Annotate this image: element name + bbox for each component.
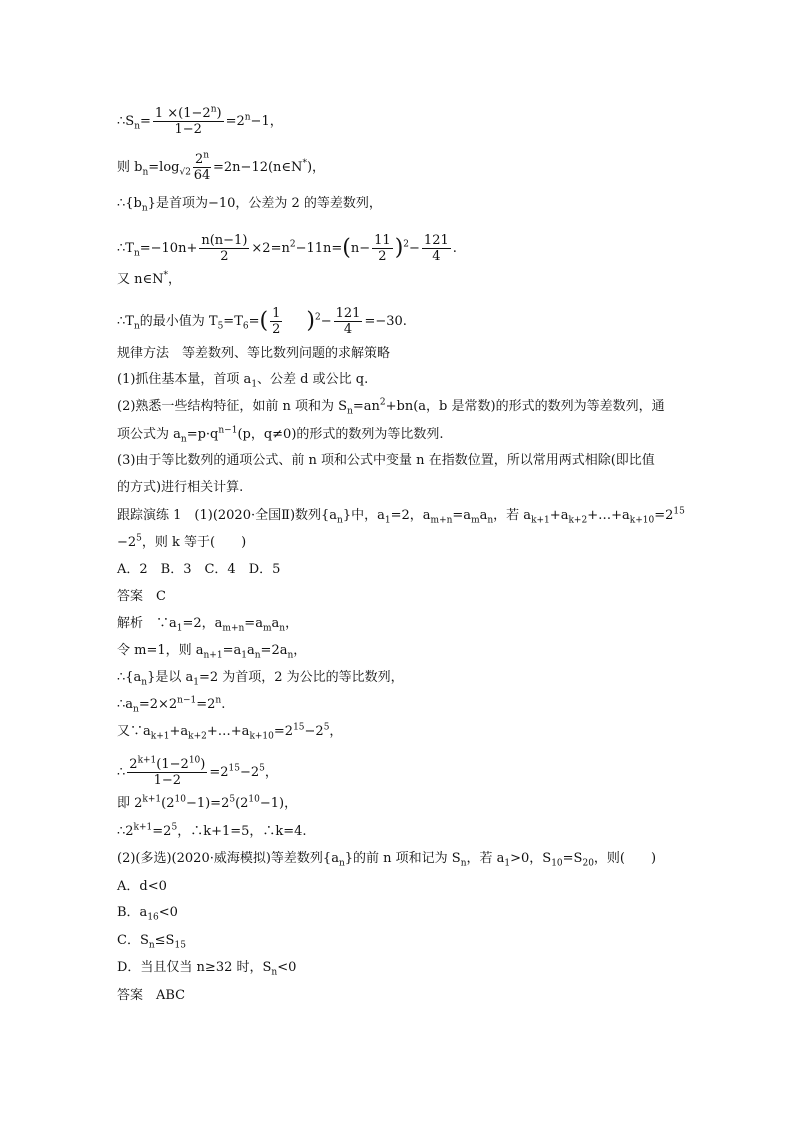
text-line: 即 $2^{k+1}(2^{10}-1)=2^5(2^{10}-1)$， xyxy=(117,794,298,811)
fraction: $\frac{1 \times(1-2^n)}{1-2}$ xyxy=(154,104,222,137)
answer: 答案 C xyxy=(117,589,166,604)
formula-tn-min: $\therefore T_n$的最小值为 $T_5=T_6=$( $\frac{1}{2}$ )$^2$− $\frac{121}{4}$ =−30. xyxy=(117,306,407,337)
text-line: 又 n∈N*， xyxy=(117,270,182,287)
text-line: (3)由于等比数列的通项公式、前 n 项和公式中变量 n 在指数位置，所以常用两式相除(即比值 xyxy=(117,453,655,468)
text-line: $\therefore 2^{k+1}=2^5$，∴k+1=5，∴k=4. xyxy=(117,822,307,839)
text-line: 的方式)进行相关计算. xyxy=(117,480,244,495)
text-line: $\therefore\{a_n\}$是以 $a_1=2$ 为首项，2 为公比的等比数列， xyxy=(117,670,404,688)
answer: 答案 ABC xyxy=(117,988,186,1003)
text-line: 令 m=1，则 $a_{n+1}=a_1a_n=2a_n$， xyxy=(117,643,307,661)
text-line: $\therefore\{b_n\}$是首项为−10，公差为 2 的等差数列， xyxy=(117,196,382,214)
formula-tn: $\therefore T_n=-10n+$ $\frac{n(n-1)}{2}$ $\times 2=n^2-11n=(n-$ $\frac{11}{2}$ )$^2$− $\frac{121}{4}$ . xyxy=(117,233,457,264)
fraction: $\frac{121}{4}$ xyxy=(335,306,361,337)
option-a: A．d<0 xyxy=(117,879,167,894)
formula-bn: 则 $b_n=\log_{√2}$ $\frac{2^n}{64}$ =2n−12(n∈N*)， xyxy=(117,150,326,183)
analysis: 解析 $\because a_1=2$，$a_{m+n}=a_ma_n$， xyxy=(117,616,299,634)
text-line: 项公式为 $a_n=p\cdot q^{n-1}(p$，q≠0)的形式的数列为等比数列. xyxy=(117,425,444,445)
text-line: $-2^5$，则 k 等于( ) xyxy=(117,533,247,550)
question-1: 跟踪演练 1 (1)(2020·全国Ⅱ)数列$\{a_n\}$中，$a_1=2$，$a_{m+n}=a_ma_n$，若 $a_{k+1}+a_{k+2}+\dots+a_{k+10}=2^{15}$ xyxy=(117,506,685,526)
fraction: $\frac{121}{4}$ xyxy=(423,233,449,264)
text-line: (2)熟悉一些结构特征，如前 n 项和为 $S_n=an^2+bn(a$，b 是常数)的形式的数列为等差数列，通 xyxy=(117,397,665,417)
formula-fraction: ∴ $\frac{2^{k+1}(1-2^{10})}{1-2}$ $=2^{15}-2^5$， xyxy=(117,755,278,788)
fraction: $\frac{2^n}{64}$ xyxy=(193,150,211,183)
text-line: 又$\because a_{k+1}+a_{k+2}+\dots+a_{k+10}=2^{15}-2^5$， xyxy=(117,722,343,742)
fraction: $\frac{n(n-1)}{2}$ xyxy=(201,233,248,264)
text-line: (1)抓住基本量，首项 $a_1$、公差 d 或公比 q. xyxy=(117,372,369,390)
question-2: (2)(多选)(2020·威海模拟)等差数列$\{a_n\}$的前 n 项和记为 $S_n$，若 $a_1>0$，$S_{10}=S_{20}$，则( ) xyxy=(117,851,657,869)
option-c: C．$S_n\le S_{15}$ xyxy=(117,933,186,951)
fraction: $\frac{1}{2}$ xyxy=(272,306,281,337)
text-line: $\therefore a_n=2\times 2^{n-1}=2^n$. xyxy=(117,695,226,715)
fraction: $\frac{2^{k+1}(1-2^{10})}{1-2}$ xyxy=(129,755,206,788)
section-heading: 规律方法 等差数列、等比数列问题的求解策略 xyxy=(117,346,391,361)
options: A．2 B．3 C．4 D．5 xyxy=(117,562,281,577)
formula-sum-sn: $\therefore S_n=$ $\frac{1 \times(1-2^n)}{1-2}$ $=2^n-1$， xyxy=(117,104,283,137)
option-d: D．当且仅当 n≥32 时，$S_n<0$ xyxy=(117,960,297,978)
option-b: B．$a_{16}<0$ xyxy=(117,905,178,923)
fraction: $\frac{11}{2}$ xyxy=(374,233,391,264)
